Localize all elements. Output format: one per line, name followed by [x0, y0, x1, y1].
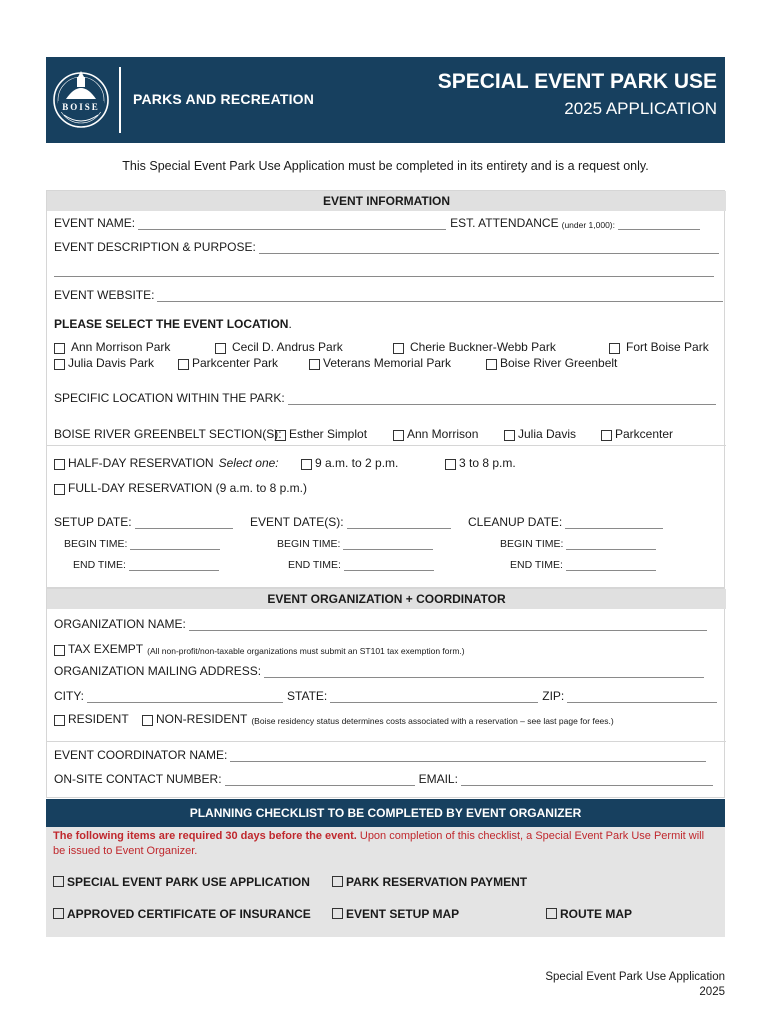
residency-note: (Boise residency status determines costs associated with a reservation – see last page for fees.)	[251, 716, 614, 726]
intro-text: This Special Event Park Use Application must be completed in its entirety and is a request only.	[122, 159, 649, 173]
greenbelt-option[interactable]: Parkcenter	[601, 427, 673, 441]
setup-date-field[interactable]	[135, 517, 233, 529]
checkbox[interactable]	[504, 430, 515, 441]
cleanup-begin-field[interactable]	[566, 538, 656, 550]
checkbox[interactable]	[54, 715, 65, 726]
event-name-row	[54, 216, 700, 230]
greenbelt-option[interactable]: Ann Morrison	[393, 427, 478, 441]
header-banner	[46, 57, 725, 143]
coordinator-field[interactable]	[230, 750, 706, 762]
cleanup-end-row: END TIME:	[510, 559, 656, 571]
organization-section	[46, 588, 725, 798]
event-end-row: END TIME:	[288, 559, 434, 571]
checkbox[interactable]	[54, 359, 65, 370]
tax-exempt-option[interactable]: TAX EXEMPT (All non-profit/non-taxable organizations must submit an ST101 tax exemption form.)	[54, 642, 465, 656]
contact-row: ON-SITE CONTACT NUMBER: EMAIL:	[54, 772, 713, 786]
event-information-heading: EVENT INFORMATION	[47, 191, 726, 211]
city-field[interactable]	[87, 691, 283, 703]
checkbox[interactable]	[445, 459, 456, 470]
event-begin-field[interactable]	[343, 538, 433, 550]
park-option[interactable]: Fort Boise Park	[609, 340, 709, 354]
description-field[interactable]	[259, 242, 719, 254]
organization-heading: EVENT ORGANIZATION + COORDINATOR	[47, 589, 726, 609]
website-row	[54, 288, 723, 302]
description-row	[54, 240, 719, 254]
checklist-item[interactable]: EVENT SETUP MAP	[332, 907, 459, 921]
checkbox[interactable]	[275, 430, 286, 441]
checkbox[interactable]	[54, 645, 65, 656]
section-divider	[47, 741, 726, 742]
greenbelt-row	[54, 427, 282, 441]
checkbox[interactable]	[215, 343, 226, 354]
org-name-row: ORGANIZATION NAME:	[54, 617, 707, 631]
checkbox[interactable]	[301, 459, 312, 470]
checkbox[interactable]	[54, 343, 65, 354]
checkbox[interactable]	[332, 908, 343, 919]
zip-field[interactable]	[567, 691, 717, 703]
city-state-zip-row: CITY: STATE: ZIP:	[54, 689, 717, 703]
checkbox[interactable]	[332, 876, 343, 887]
checkbox[interactable]	[601, 430, 612, 441]
setup-date-row: SETUP DATE:	[54, 515, 233, 529]
half-day-option[interactable]: HALF-DAY RESERVATION Select one:	[54, 456, 279, 470]
cleanup-date-row: CLEANUP DATE:	[468, 515, 663, 529]
greenbelt-option[interactable]: Esther Simplot	[275, 427, 367, 441]
form-subtitle: 2025 APPLICATION	[564, 99, 717, 118]
location-prompt: PLEASE SELECT THE EVENT LOCATION .	[54, 317, 292, 331]
contact-number-field[interactable]	[225, 774, 415, 786]
event-name-label: EVENT NAME:	[54, 216, 136, 230]
email-field[interactable]	[461, 774, 713, 786]
checkbox[interactable]	[53, 876, 64, 887]
resident-option[interactable]: RESIDENT	[54, 712, 129, 726]
setup-begin-row: BEGIN TIME:	[64, 538, 220, 550]
checkbox[interactable]	[53, 908, 64, 919]
checkbox[interactable]	[309, 359, 320, 370]
event-dates-row: EVENT DATE(S):	[250, 515, 451, 529]
checkbox[interactable]	[54, 459, 65, 470]
org-name-field[interactable]	[189, 619, 707, 631]
footer-doc-name: Special Event Park Use Application	[545, 971, 725, 983]
checklist-item[interactable]: ROUTE MAP	[546, 907, 632, 921]
checkbox[interactable]	[393, 343, 404, 354]
park-option[interactable]: Ann Morrison Park	[54, 340, 170, 354]
park-option[interactable]: Cherie Buckner-Webb Park	[393, 340, 556, 354]
checklist-heading: PLANNING CHECKLIST TO BE COMPLETED BY EVENT ORGANIZER	[46, 799, 725, 827]
cleanup-begin-row: BEGIN TIME:	[500, 538, 656, 550]
checklist-note: The following items are required 30 days before the event. Upon completion of this checklist, a Special Event Park Use Permit will be issued to Event Organizer.	[53, 830, 705, 857]
attendance-label: EST. ATTENDANCE	[450, 216, 559, 230]
checklist-item[interactable]: PARK RESERVATION PAYMENT	[332, 875, 527, 889]
page-footer	[545, 970, 725, 1000]
event-name-field[interactable]	[138, 218, 446, 230]
park-option[interactable]: Boise River Greenbelt	[486, 356, 617, 370]
attendance-field[interactable]	[618, 218, 700, 230]
park-option[interactable]: Veterans Memorial Park	[309, 356, 451, 370]
mailing-address-row: ORGANIZATION MAILING ADDRESS:	[54, 664, 704, 678]
department-name: PARKS AND RECREATION	[133, 91, 315, 107]
checklist-item[interactable]: APPROVED CERTIFICATE OF INSURANCE	[53, 907, 311, 921]
svg-text:BOISE: BOISE	[62, 102, 100, 112]
checkbox[interactable]	[393, 430, 404, 441]
website-field[interactable]	[157, 290, 723, 302]
specific-location-row	[54, 391, 716, 405]
tax-exempt-note: (All non-profit/non-taxable organizations must submit an ST101 tax exemption form.)	[147, 646, 465, 656]
cleanup-date-field[interactable]	[565, 517, 663, 529]
coordinator-row: EVENT COORDINATOR NAME:	[54, 748, 706, 762]
description-field-line-2[interactable]	[54, 265, 714, 277]
half-day-evening-option[interactable]: 3 to 8 p.m.	[445, 456, 516, 470]
description-label: EVENT DESCRIPTION & PURPOSE:	[54, 240, 256, 254]
state-field[interactable]	[330, 691, 538, 703]
greenbelt-label: BOISE RIVER GREENBELT SECTION(S):	[54, 427, 282, 441]
description-row-2	[54, 265, 714, 277]
boise-city-seal-logo	[52, 69, 110, 131]
setup-end-field[interactable]	[129, 559, 219, 571]
website-label: EVENT WEBSITE:	[54, 288, 155, 302]
nonresident-option[interactable]: NON-RESIDENT (Boise residency status determines costs associated with a reservation – see last page for fees.)	[142, 712, 614, 726]
specific-location-field[interactable]	[288, 393, 716, 405]
section-divider	[47, 445, 726, 446]
event-end-field[interactable]	[344, 559, 434, 571]
setup-end-row: END TIME:	[73, 559, 219, 571]
event-dates-field[interactable]	[347, 517, 451, 529]
park-option[interactable]: Cecil D. Andrus Park	[215, 340, 343, 354]
event-information-section	[46, 190, 725, 588]
half-day-morning-option[interactable]: 9 a.m. to 2 p.m.	[301, 456, 398, 470]
checklist-item[interactable]: SPECIAL EVENT PARK USE APPLICATION	[53, 875, 310, 889]
header-divider	[119, 67, 121, 133]
park-option[interactable]: Parkcenter Park	[178, 356, 278, 370]
full-day-option[interactable]: FULL-DAY RESERVATION (9 a.m. to 8 p.m.)	[54, 481, 307, 495]
select-one-hint: Select one:	[218, 456, 279, 470]
attendance-note: (under 1,000):	[561, 220, 616, 230]
checkbox[interactable]	[142, 715, 153, 726]
checkbox[interactable]	[486, 359, 497, 370]
footer-year: 2025	[699, 986, 725, 998]
planning-checklist-section	[46, 799, 725, 937]
checkbox[interactable]	[609, 343, 620, 354]
checkbox[interactable]	[178, 359, 189, 370]
cleanup-end-field[interactable]	[566, 559, 656, 571]
mailing-address-field[interactable]	[264, 666, 704, 678]
greenbelt-option[interactable]: Julia Davis	[504, 427, 576, 441]
checkbox[interactable]	[54, 484, 65, 495]
form-title: SPECIAL EVENT PARK USE	[437, 70, 717, 93]
checkbox[interactable]	[546, 908, 557, 919]
event-begin-row: BEGIN TIME:	[277, 538, 433, 550]
specific-location-label: SPECIFIC LOCATION WITHIN THE PARK:	[54, 391, 285, 405]
setup-begin-field[interactable]	[130, 538, 220, 550]
park-option[interactable]: Julia Davis Park	[54, 356, 154, 370]
